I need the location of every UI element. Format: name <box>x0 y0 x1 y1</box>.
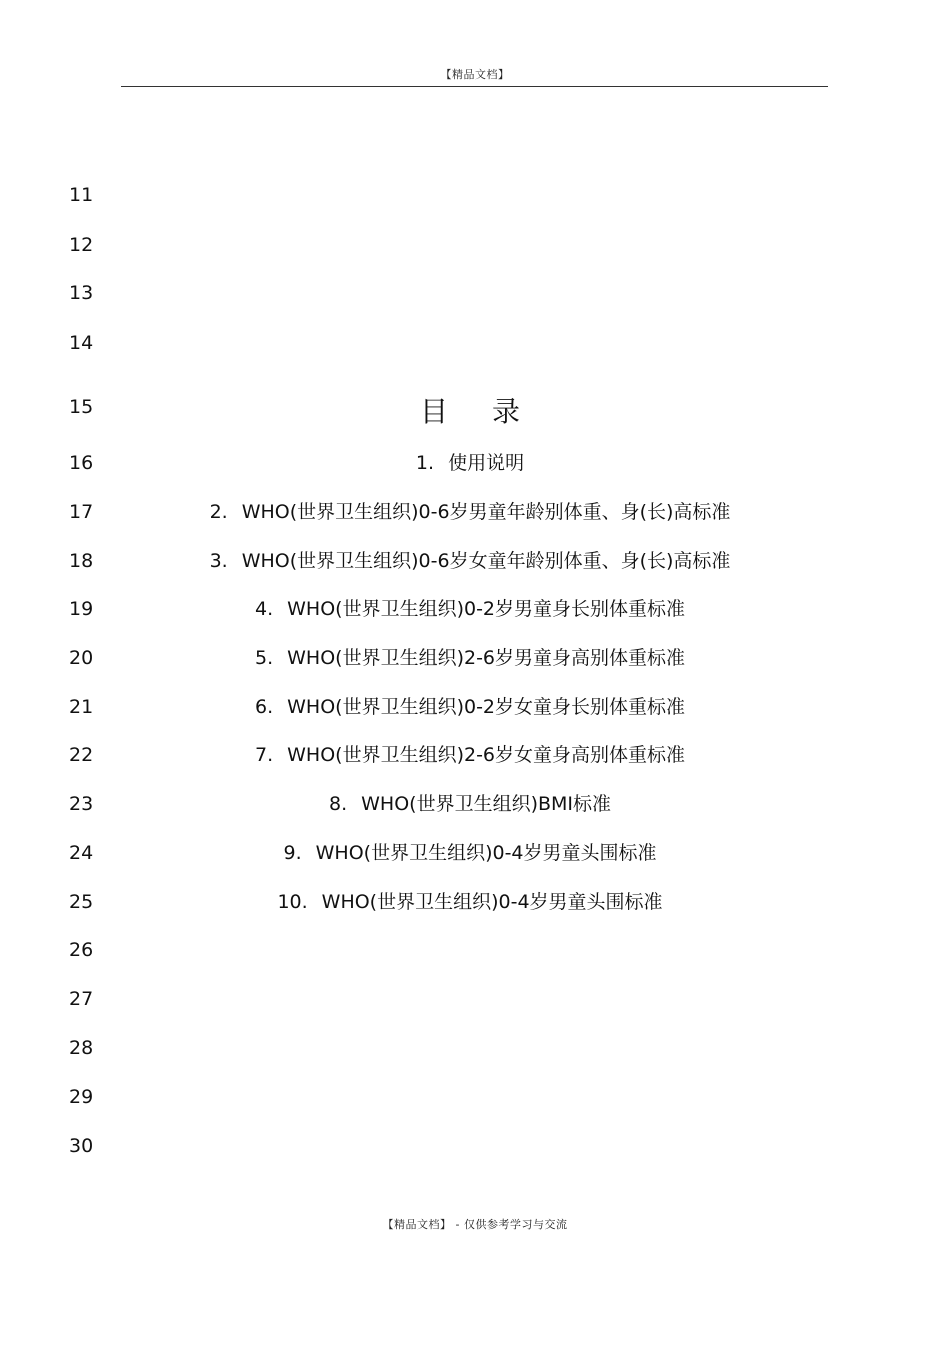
toc-entry[interactable] <box>0 500 940 524</box>
toc-entry[interactable] <box>0 841 940 865</box>
line-number: 27 <box>69 988 94 1010</box>
toc-entry[interactable] <box>0 597 940 621</box>
line-number: 29 <box>69 1086 94 1108</box>
header-divider <box>121 86 828 87</box>
toc-entry-number: 10. <box>277 891 308 913</box>
page-header: 【精品文档】 <box>440 68 510 81</box>
toc-entry[interactable] <box>0 695 940 719</box>
toc-entry-number: 5. <box>254 647 274 669</box>
line-number: 16 <box>69 452 94 474</box>
toc-entry-text: WHO(世界卫生组织)2-6岁女童身高别体重标准 <box>287 744 686 766</box>
line-number: 18 <box>69 550 94 572</box>
toc-title-right: 录 <box>492 395 521 428</box>
line-number: 24 <box>69 842 94 864</box>
toc-entry[interactable] <box>0 743 940 767</box>
line-number: 23 <box>69 793 94 815</box>
toc-entry-text: WHO(世界卫生组织)0-2岁男童身长别体重标准 <box>287 598 686 620</box>
toc-entry-number: 9. <box>283 842 302 864</box>
line-number: 30 <box>69 1135 94 1157</box>
toc-entry-text: WHO(世界卫生组织)0-6岁男童年龄别体重、身(长)高标准 <box>241 501 731 523</box>
line-number: 11 <box>69 184 94 206</box>
line-number: 20 <box>69 647 94 669</box>
toc-entry[interactable] <box>0 792 940 816</box>
toc-entry-number: 2. <box>209 501 228 523</box>
toc-entry-text: WHO(世界卫生组织)0-4岁男童头围标准 <box>321 891 663 913</box>
toc-entry-number: 4. <box>254 598 274 620</box>
toc-entry-number: 3. <box>209 550 228 572</box>
toc-entry[interactable] <box>0 890 940 914</box>
line-number: 14 <box>69 332 94 354</box>
line-number: 19 <box>69 598 94 620</box>
line-number: 25 <box>69 891 94 913</box>
line-number: 22 <box>69 744 94 766</box>
line-number: 15 <box>69 396 94 418</box>
toc-entry-number: 7. <box>254 744 274 766</box>
toc-entry[interactable] <box>0 646 940 670</box>
line-number: 28 <box>69 1037 94 1059</box>
toc-entry-text: 使用说明 <box>448 452 525 474</box>
line-number: 17 <box>69 501 94 523</box>
line-number: 26 <box>69 939 94 961</box>
toc-entry-text: WHO(世界卫生组织)0-4岁男童头围标准 <box>315 842 657 864</box>
page-footer: 【精品文档】 - 仅供参考学习与交流 <box>382 1218 568 1231</box>
toc-entry-text: WHO(世界卫生组织)BMI标准 <box>361 793 612 815</box>
toc-title <box>0 390 940 430</box>
toc-entry-text: WHO(世界卫生组织)2-6岁男童身高别体重标准 <box>287 647 686 669</box>
toc-entry-number: 8. <box>328 793 348 815</box>
toc-entry-number: 1. <box>415 452 435 474</box>
line-number: 13 <box>69 282 94 304</box>
toc-entry-number: 6. <box>254 696 274 718</box>
toc-entry[interactable] <box>0 549 940 573</box>
toc-entry-text: WHO(世界卫生组织)0-2岁女童身长别体重标准 <box>287 696 686 718</box>
toc-title-left: 目 <box>419 395 448 428</box>
toc-entry[interactable] <box>0 451 940 475</box>
line-number: 12 <box>69 234 94 256</box>
toc-entry-text: WHO(世界卫生组织)0-6岁女童年龄别体重、身(长)高标准 <box>241 550 731 572</box>
line-number: 21 <box>69 696 94 718</box>
